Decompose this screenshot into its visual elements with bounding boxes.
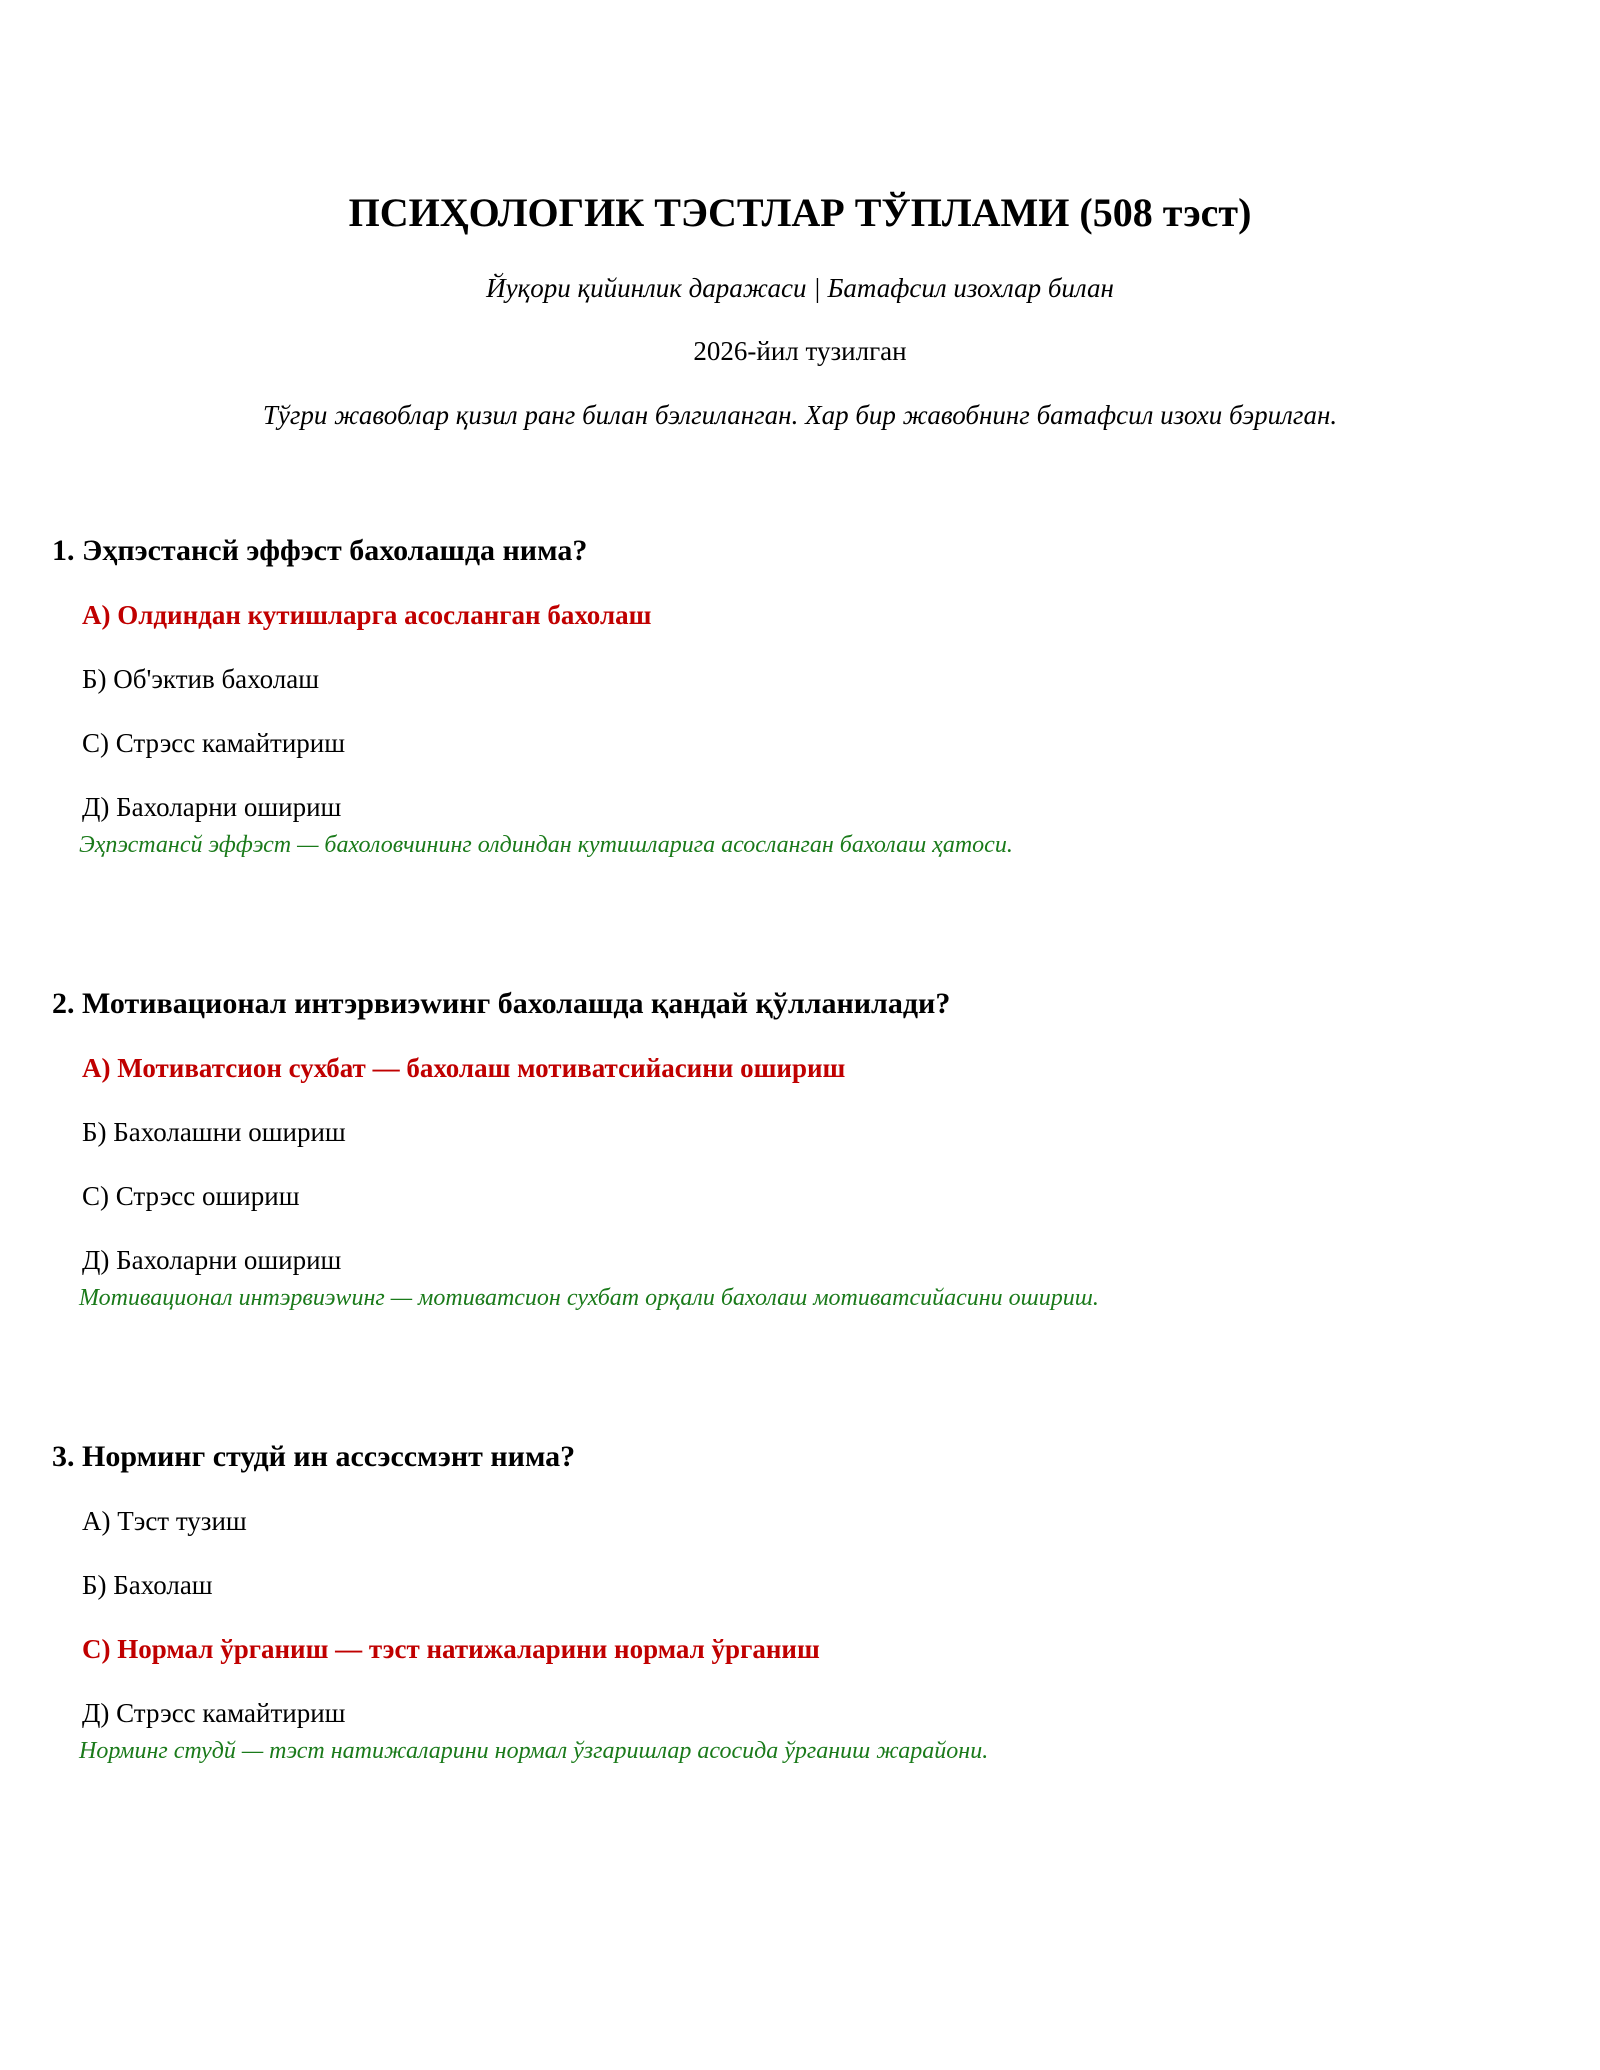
correct-answer-option: С) Нормал ўрганиш — тэст натижаларини нормал ўрганиш [82, 1634, 820, 1664]
correct-answer-option: А) Мотиватсион сухбат — бахолаш мотиватсийасини ошириш [82, 1053, 846, 1083]
question-block [0, 984, 1600, 1404]
answer-option: Д) Бахоларни ошириш [82, 792, 342, 822]
answer-option: А) Тэст тузиш [82, 1506, 247, 1536]
correct-answer-option: А) Олдиндан кутишларга асосланган бахолаш [82, 600, 652, 630]
answer-option: С) Стрэсс ошириш [82, 1181, 300, 1211]
question-text: 3. Норминг студй ин ассэссмэнт нима? [52, 1440, 576, 1473]
compiled-year: 2026-йил тузилган [693, 336, 907, 366]
question-block [0, 1437, 1600, 1857]
answer-option: С) Стрэсс камайтириш [82, 728, 346, 758]
answer-option: Б) Бахолаш [82, 1570, 213, 1600]
page-title: ПСИҲОЛОГИК ТЭСТЛАР ТЎПЛАМИ (508 тэст) [348, 190, 1252, 235]
question-text: 2. Мотивационал интэрвиэwинг бахолашда қандай қўлланилади? [52, 987, 951, 1020]
page-subtitle: Йуқори қийинлик даражаси | Батафсил изохлар билан [486, 273, 1114, 303]
answer-explanation: Норминг студй — тэст натижаларини нормал ўзгаришлар асосида ўрганиш жарайони. [79, 1738, 989, 1764]
question-block [0, 531, 1600, 951]
answer-option: Б) Об'эктив бахолаш [82, 664, 320, 694]
answer-explanation: Эҳпэстансй эффэст — бахоловчининг олдиндан кутишларига асосланган бахолаш ҳатоси. [79, 832, 1013, 858]
answer-explanation: Мотивационал интэрвиэwинг — мотиватсион сухбат орқали бахолаш мотиватсийасини ошириш. [79, 1285, 1099, 1311]
answer-option: Д) Стрэсс камайтириш [82, 1698, 346, 1728]
answer-option: Д) Бахоларни ошириш [82, 1245, 342, 1275]
question-text: 1. Эҳпэстансй эффэст бахолашда нима? [52, 534, 588, 567]
instructions-note: Тўгри жавоблар қизил ранг билан бэлгиланган. Хар бир жавобнинг батафсил изохи бэрилган. [262, 400, 1338, 430]
answer-option: Б) Бахолашни ошириш [82, 1117, 346, 1147]
